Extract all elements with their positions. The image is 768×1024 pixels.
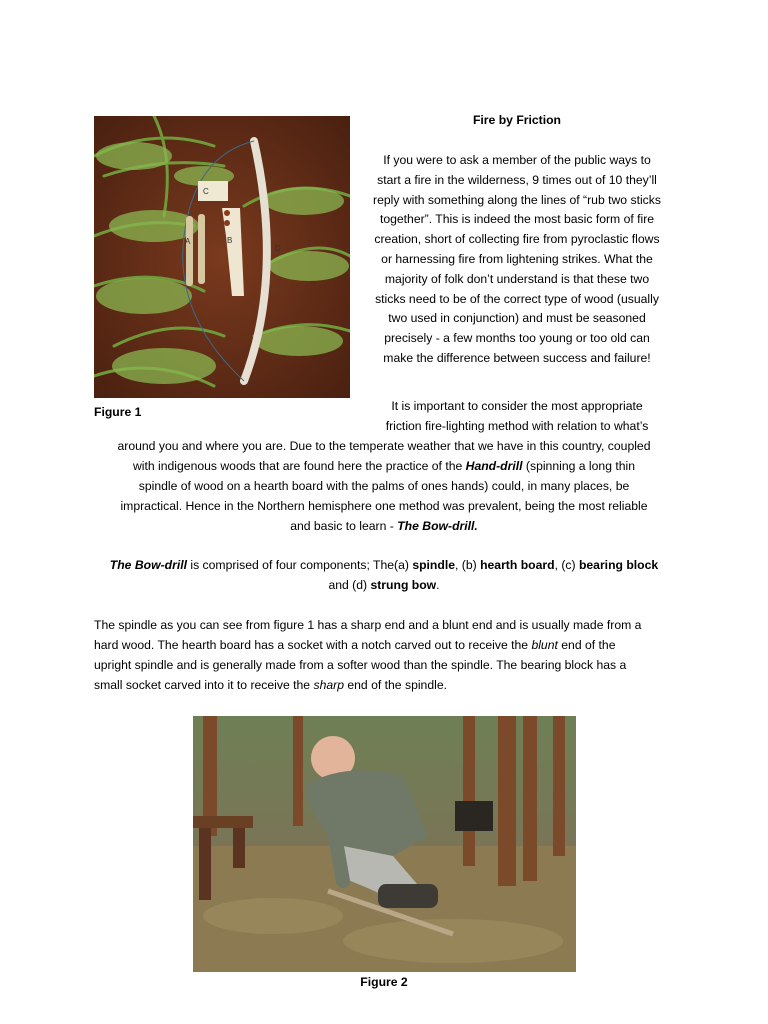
text-line: If you were to ask a member of the public ways to <box>383 153 651 167</box>
figure-2-caption: Figure 2 <box>360 975 408 989</box>
para4-line-2: hard wood. The hearth board has a socket with a notch carved out to receive the blunt end of the <box>94 638 616 652</box>
text-line: or harnessing fire from lightening strikes. What the <box>381 251 653 266</box>
figure-1-label-c: C <box>203 187 209 196</box>
intro-paragraph <box>350 151 684 369</box>
text-line: precisely - a few months too young or too old can <box>384 331 650 346</box>
para2-line-3: around you and where you are. Due to the temperate weather that we have in this country, coupled <box>117 439 651 453</box>
figure-1-image <box>94 116 350 398</box>
para2-line-4: with indigenous woods that are found here the practice of the Hand-drill (spinning a long thin <box>132 459 636 473</box>
text-line: make the difference between success and failure! <box>383 350 651 365</box>
text-line: together”. This is indeed the most basic form of fire <box>379 212 655 227</box>
figure-1-label-b: B <box>227 236 233 245</box>
para2-line-6: impractical. Hence in the Northern hemisphere one method was prevalent, being the most reliable <box>120 499 648 513</box>
para2-line-7: and basic to learn - The Bow-drill. <box>290 519 478 533</box>
para4-line-1: The spindle as you can see from figure 1 has a sharp end and a blunt end and is usually made from a <box>94 618 642 632</box>
figure-1-label-a: A <box>185 237 191 246</box>
page-title: Fire by Friction <box>472 113 562 127</box>
text-line: two used in conjunction) and must be seasoned <box>388 311 646 326</box>
text-line: creation, short of collecting fire from pyroclastic flows <box>374 232 660 247</box>
para4-line-4: small socket carved into it to receive the sharp end of the spindle. <box>94 678 447 692</box>
figure-1-label-d: D <box>275 244 281 253</box>
figure-1-caption: Figure 1 <box>94 405 142 419</box>
para2-line-5: spindle of wood on a hearth board with the palms of ones hands) could, in many places, be <box>138 479 630 493</box>
text-line: sticks need to be of the correct type of wood (usually <box>375 291 659 306</box>
para4-line-3: upright spindle and is generally made from a softer wood than the spindle. The bearing block has a <box>94 658 627 672</box>
para3-line-1: The Bow-drill is comprised of four components; The(a) spindle, (b) hearth board, (c) bearing block <box>109 558 659 572</box>
para2-line-2: friction fire-lighting method with relation to what’s <box>385 419 649 433</box>
text-line: majority of folk don’t understand is that these two <box>384 271 650 286</box>
text-line: reply with something along the lines of “rub two sticks <box>373 192 661 207</box>
figure-2-image <box>193 716 576 972</box>
text-line: start a fire in the wilderness, 9 times out of 10 they’ll <box>377 172 657 187</box>
para3-line-2: and (d) strung bow. <box>328 578 440 592</box>
para2-line-1: It is important to consider the most appropriate <box>391 399 643 413</box>
